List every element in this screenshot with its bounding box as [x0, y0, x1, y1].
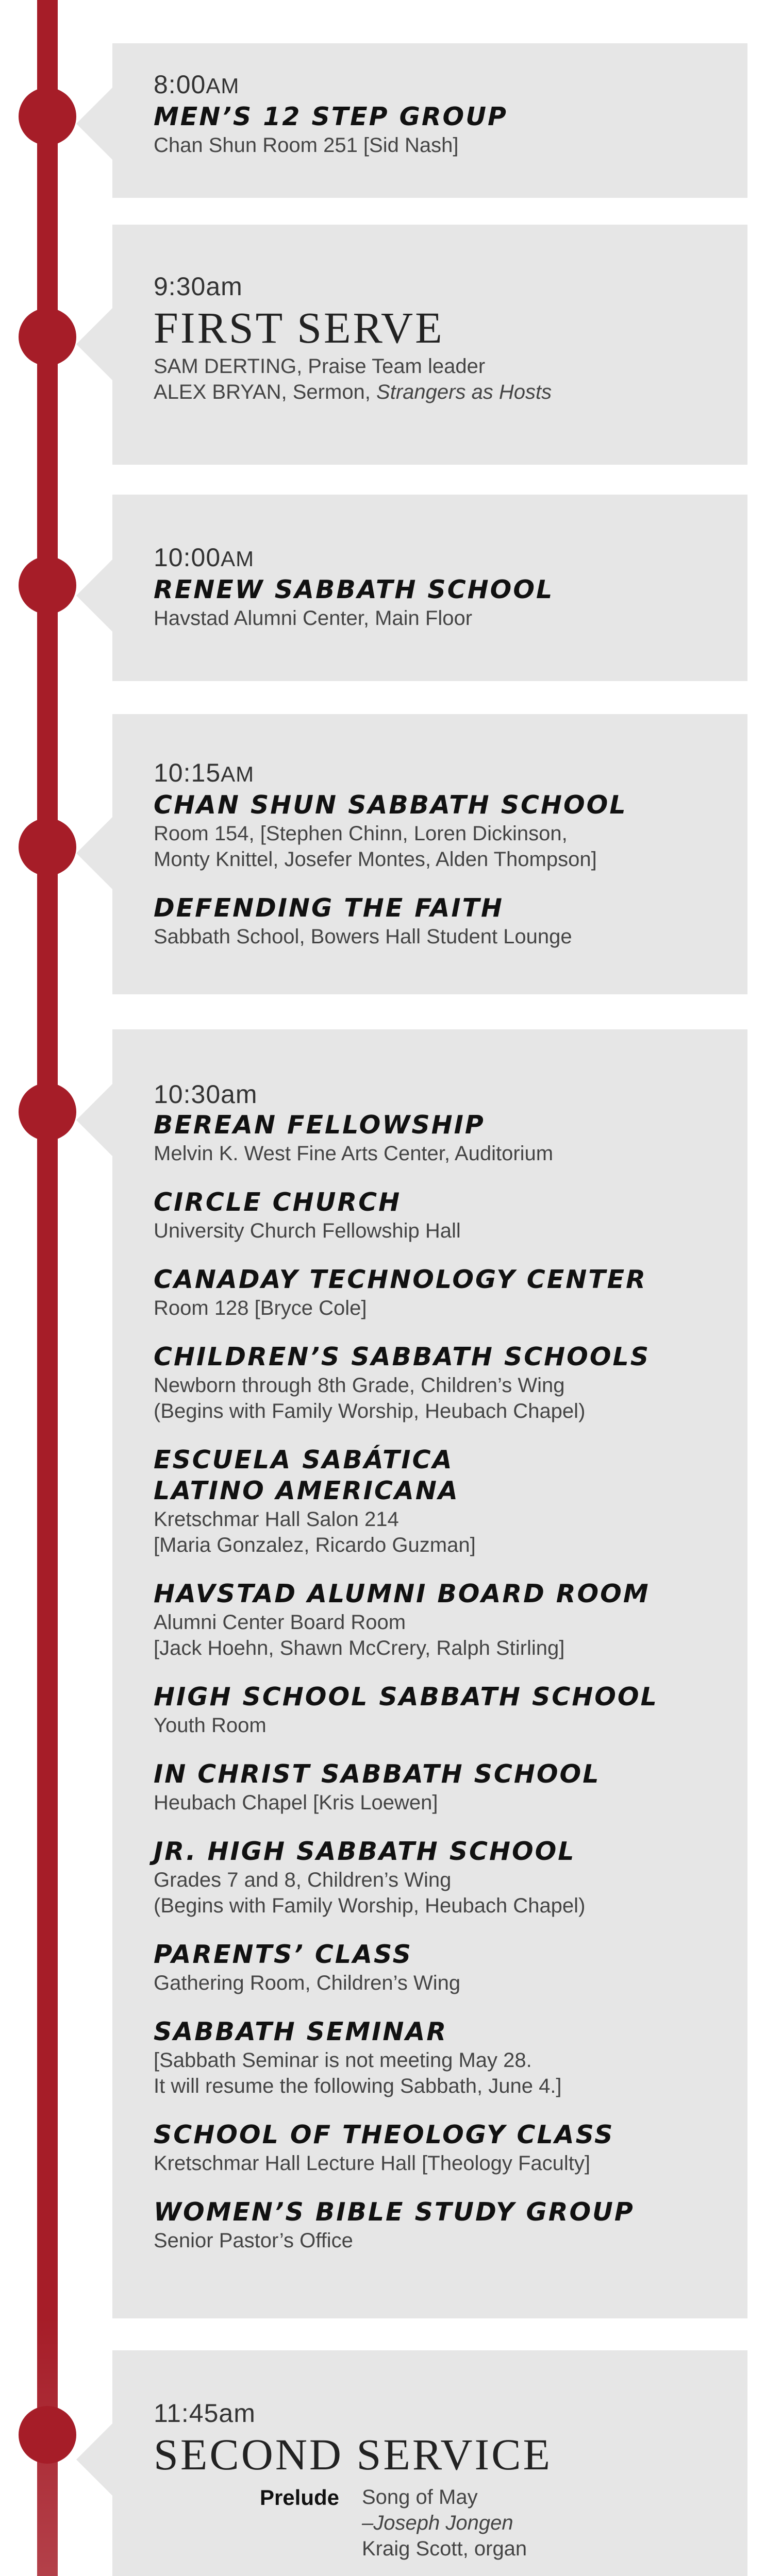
- event-detail: Alumni Center Board Room: [154, 1611, 406, 1634]
- service-line-1: SAM DERTING, Praise Team leader: [154, 355, 486, 378]
- event-detail: Kretschmar Hall Lecture Hall [Theology Faculty]: [154, 2152, 590, 2175]
- event-title: HIGH SCHOOL SABBATH SCHOOL: [154, 1682, 658, 1711]
- event-detail: Room 128 [Bryce Cole]: [154, 1297, 367, 1319]
- event-detail: Room 154, [Stephen Chinn, Loren Dickinson,: [154, 822, 568, 845]
- slot-time: 10:15AM: [154, 758, 255, 787]
- schedule-card-0930: [112, 225, 747, 465]
- event-block: [154, 2120, 727, 2176]
- event-detail: [Jack Hoehn, Shawn McCrery, Ralph Stirling]: [154, 1637, 565, 1659]
- schedule-card-1000: [112, 495, 747, 681]
- event-detail: Senior Pastor’s Office: [154, 2229, 353, 2252]
- event-detail: Youth Room: [154, 1714, 267, 1737]
- event-title: RENEW SABBATH SCHOOL: [154, 575, 554, 604]
- event-detail: It will resume the following Sabbath, June 4.]: [154, 2075, 562, 2097]
- event-title: SABBATH SEMINAR: [154, 2017, 448, 2046]
- service-title: FIRST SERVE: [154, 303, 444, 352]
- event-block: [154, 893, 727, 950]
- event-title: HAVSTAD ALUMNI BOARD ROOM: [154, 1579, 650, 1608]
- event-detail: [Sabbath Seminar is not meeting May 28.: [154, 2049, 532, 2072]
- event-block: [154, 1682, 727, 1738]
- event-detail: Kretschmar Hall Salon 214: [154, 1508, 399, 1531]
- order-of-service: [112, 2484, 727, 2576]
- event-block: [154, 2016, 727, 2099]
- event-block: [154, 1579, 727, 1661]
- event-title: IN CHRIST SABBATH SCHOOL: [154, 1759, 601, 1789]
- event-detail: Sabbath School, Bowers Hall Student Lounge: [154, 925, 572, 948]
- event-title-line-2: LATINO AMERICANA: [154, 1476, 459, 1505]
- slot-time: 10:00AM: [154, 543, 255, 572]
- event-block: [154, 2197, 727, 2253]
- event-title: ESCUELA SABÁTICA: [154, 1445, 454, 1475]
- event-title: CANADAY TECHNOLOGY CENTER: [154, 1265, 647, 1294]
- timeline-dot: [19, 308, 76, 366]
- timeline-dot: [19, 818, 76, 876]
- event-detail: Melvin K. West Fine Arts Center, Auditorium: [154, 1142, 554, 1165]
- event-detail: [Maria Gonzalez, Ricardo Guzman]: [154, 1534, 476, 1556]
- event-detail: Gathering Room, Children’s Wing: [154, 1972, 461, 1994]
- event-block: [154, 1264, 727, 1321]
- event-title: JR. HIGH SABBATH SCHOOL: [154, 1837, 576, 1866]
- slot-time: 11:45am: [154, 2399, 256, 2428]
- schedule-card-1030: [112, 1029, 747, 2318]
- timeline-dot: [19, 556, 76, 614]
- event-title: BEREAN FELLOWSHIP: [154, 1110, 485, 1140]
- schedule-card-1145: [112, 2350, 747, 2576]
- event-title: MEN’S 12 STEP GROUP: [154, 102, 508, 131]
- event-detail: Grades 7 and 8, Children’s Wing: [154, 1869, 452, 1891]
- event-detail: Chan Shun Room 251 [Sid Nash]: [154, 134, 459, 157]
- slot-time: 10:30am: [154, 1080, 258, 1109]
- event-title: PARENTS’ CLASS: [154, 1940, 412, 1969]
- timeline-dot: [19, 2406, 76, 2464]
- event-block: [154, 1759, 727, 1816]
- event-block: [154, 1445, 727, 1558]
- event-title: CHILDREN’S SABBATH SCHOOLS: [154, 1342, 650, 1371]
- event-title: WOMEN’S BIBLE STUDY GROUP: [154, 2197, 635, 2227]
- event-block: [154, 1187, 727, 1244]
- event-detail: (Begins with Family Worship, Heubach Chapel): [154, 1400, 586, 1422]
- event-title: CIRCLE CHURCH: [154, 1188, 402, 1217]
- service-line-2: ALEX BRYAN, Sermon, Strangers as Hosts: [154, 381, 552, 403]
- timeline-line: [37, 0, 58, 2576]
- slot-time: 8:00AM: [154, 70, 240, 99]
- event-detail: (Begins with Family Worship, Heubach Chapel): [154, 1894, 586, 1917]
- event-block: [154, 1836, 727, 1919]
- event-detail: Havstad Alumni Center, Main Floor: [154, 607, 473, 630]
- event-block: [154, 1110, 727, 1166]
- event-block: [154, 1939, 727, 1996]
- event-detail: Newborn through 8th Grade, Children’s Wing: [154, 1374, 565, 1397]
- event-title: DEFENDING THE FAITH: [154, 893, 504, 923]
- event-block: [154, 1342, 727, 1424]
- event-title: SCHOOL OF THEOLOGY CLASS: [154, 2120, 614, 2149]
- event-detail: Monty Knittel, Josefer Montes, Alden Thompson]: [154, 848, 597, 871]
- order-value: Song of May –Joseph Jongen Kraig Scott, organ: [362, 2486, 527, 2560]
- service-title: SECOND SERVICE: [154, 2430, 553, 2479]
- event-detail: University Church Fellowship Hall: [154, 1219, 461, 1242]
- timeline-dot: [19, 1083, 76, 1141]
- timeline-dot: [19, 88, 76, 145]
- event-block: [154, 790, 727, 872]
- order-row: [112, 2484, 727, 2562]
- event-title: CHAN SHUN SABBATH SCHOOL: [154, 790, 627, 820]
- schedule-card-1015: [112, 714, 747, 994]
- order-label: Prelude: [259, 2485, 339, 2510]
- event-detail: Heubach Chapel [Kris Loewen]: [154, 1791, 438, 1814]
- schedule-card-0800: [112, 43, 747, 198]
- slot-time: 9:30am: [154, 272, 243, 301]
